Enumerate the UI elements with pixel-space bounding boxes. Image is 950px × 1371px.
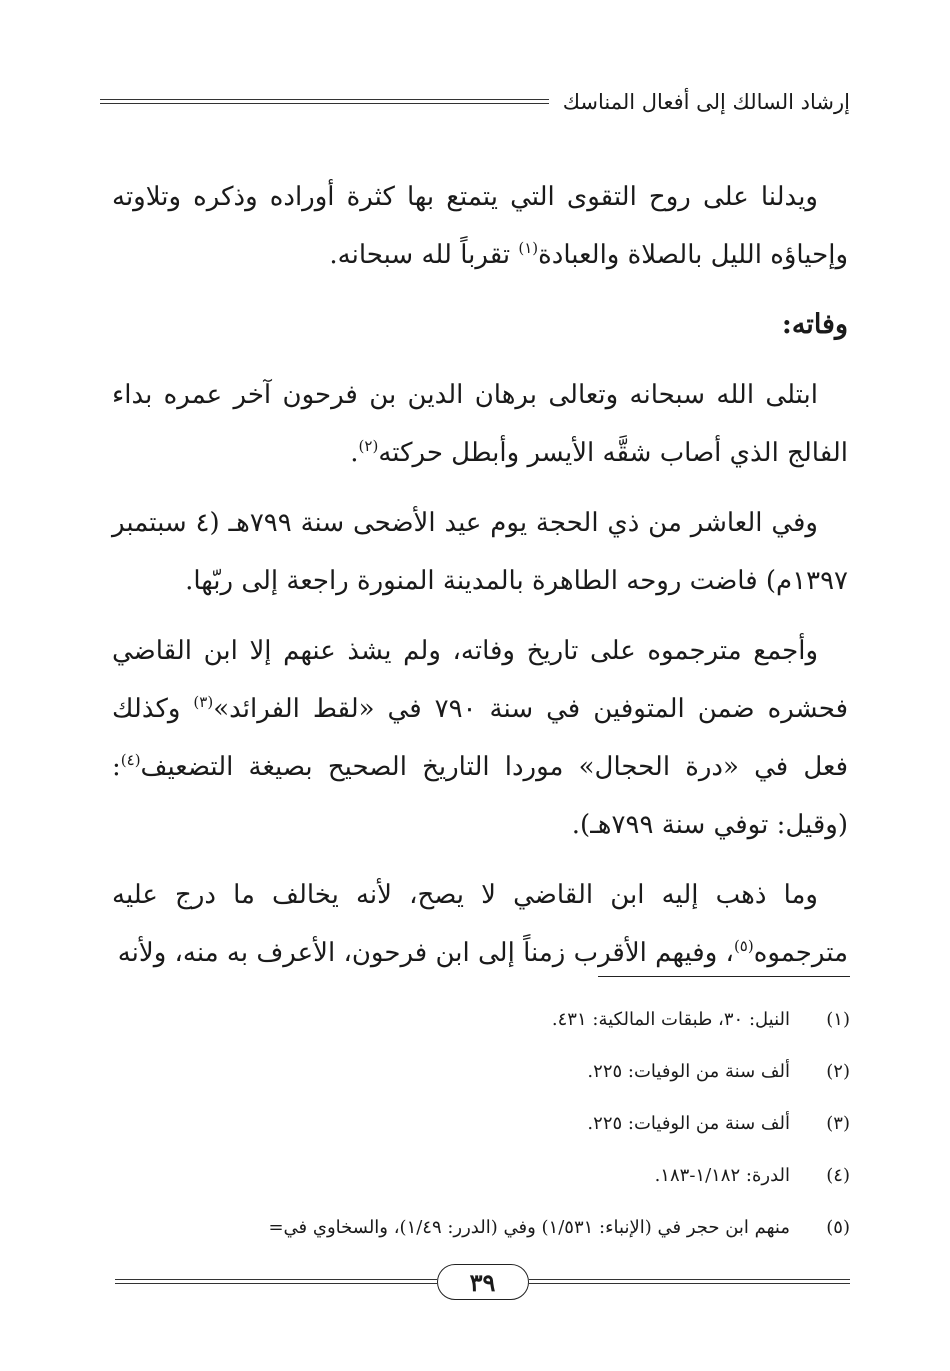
paragraph-refutation: وما ذهب إليه ابن القاضي لا يصح، لأنه يخالف ما درج عليه مترجموه$^{(٥)}$، وفيهم الأقرب زمناً إلى ابن فرحون، الأعرف به منه، ولأنه: [112, 880, 848, 968]
footnote-number: (٣): [826, 1113, 850, 1134]
paragraph-piety: ويدلنا على روح التقوى التي يتمتع بها كثرة أوراده وذكره وتلاوته وإحياؤه الليل بالصلاة والعبادة$^{(١)}$ تقرباً لله سبحانه.: [112, 182, 848, 270]
footnote-text: منهم ابن حجر في (الإنباء: ١/٥٣١) وفي (الدرر: ١/٤٩)، والسخاوي في=: [268, 1217, 790, 1238]
footnote-4: [110, 1150, 850, 1202]
running-header: [100, 84, 850, 120]
page-number: ٣٩: [437, 1264, 529, 1300]
footnote-number: (٤): [826, 1165, 850, 1186]
book-title: إرشاد السالك إلى أفعال المناسك: [562, 89, 850, 114]
footnote-ref-4[interactable]: (٤): [120, 751, 141, 769]
footnote-number: (١): [826, 1009, 850, 1030]
footnote-ref-2[interactable]: (٢): [358, 437, 379, 455]
page-footer: [115, 1264, 850, 1300]
footnote-ref-3[interactable]: (٣): [193, 693, 214, 711]
footnotes: [110, 994, 850, 1254]
footnote-ref-5[interactable]: (٥): [733, 937, 754, 955]
footnote-2: [110, 1046, 850, 1098]
footnote-5: [110, 1202, 850, 1254]
main-text: [112, 168, 848, 994]
footnote-text: النيل: ٣٠، طبقات المالكية: ٤٣١.: [551, 1009, 790, 1030]
paragraph-illness: ابتلى الله سبحانه وتعالى برهان الدين بن فرحون آخر عمره بداء الفالج الذي أصاب شقَّه الأيسر وأبطل حركته$^{(٢)}$.: [112, 380, 848, 468]
footnote-number: (٥): [826, 1217, 850, 1238]
footer-rule-right: [529, 1279, 851, 1285]
footnote-text: ألف سنة من الوفيات: ٢٢٥.: [587, 1113, 790, 1134]
footnote-3: [110, 1098, 850, 1150]
footnote-ref-1[interactable]: (١): [518, 239, 539, 257]
paragraph-death-date: وفي العاشر من ذي الحجة يوم عيد الأضحى سنة ٧٩٩هـ (٤ سبتمبر ١٣٩٧م) فاضت روحه الطاهرة بالمدينة المنورة راجعة إلى ربّها.: [112, 508, 848, 596]
footnote-number: (٢): [826, 1061, 850, 1082]
header-double-rule: [100, 99, 549, 105]
paragraph-biographers: وأجمع مترجموه على تاريخ وفاته، ولم يشذ عنهم إلا ابن القاضي فحشره ضمن المتوفين في سنة ٧٩٠ في «لقط الفرائد»$^{(٣)}$ وكذلك فعل في «درة الحجال» موردا التاريخ الصحيح بصيغة التضعيف$^{(٤)}$: (وقيل: توفي سنة ٧٩٩هـ).: [112, 636, 848, 840]
footnote-1: [110, 994, 850, 1046]
footnote-text: ألف سنة من الوفيات: ٢٢٥.: [587, 1061, 790, 1082]
footer-rule-left: [115, 1279, 437, 1285]
footnote-text: الدرة: ١/١٨٢-١٨٣.: [654, 1165, 790, 1186]
footnote-separator: [598, 976, 850, 977]
section-heading-death: وفاته:: [781, 309, 848, 340]
